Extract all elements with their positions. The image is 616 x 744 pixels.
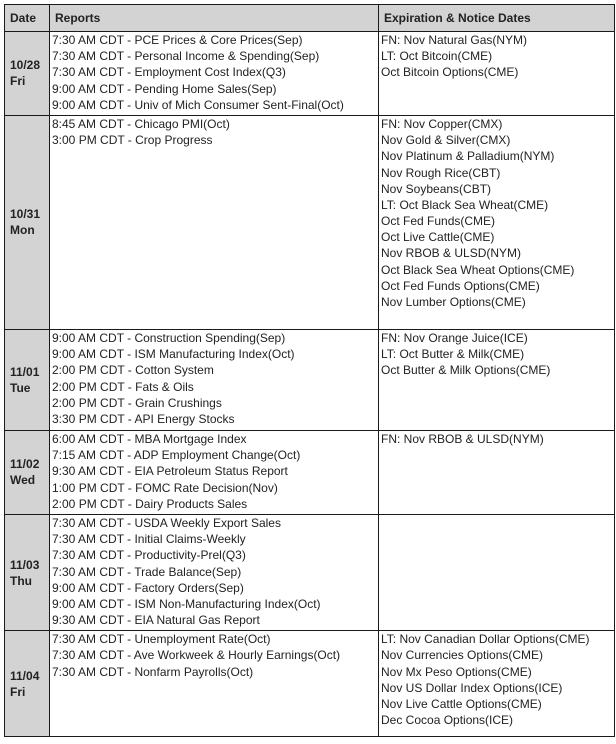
expiration-item: Nov Platinum & Palladium(NYM) [381,149,555,164]
reports-cell [50,631,379,737]
expirations-cell [379,631,615,737]
date-cell [5,631,50,737]
expiration-item: Oct Butter & Milk Options(CME) [381,363,551,378]
reports-cell [50,514,379,630]
date-cell [5,115,50,329]
expiration-item: FN: Nov Copper(CMX) [381,116,503,131]
calendar-frame [4,4,614,744]
report-item: 9:00 AM CDT - Univ of Mich Consumer Sent-Final(Oct) [52,97,344,112]
report-item: 9:30 AM CDT - EIA Natural Gas Report [52,613,260,628]
report-item: 7:15 AM CDT - ADP Employment Change(Oct) [52,448,301,463]
reports-cell [50,430,379,514]
day-value: Mon [10,223,35,238]
expiration-item: LT: Oct Black Sea Wheat(CME) [381,197,549,212]
date-value: 11/04 [10,668,40,683]
expirations-cell [379,115,615,329]
report-item: 2:00 PM CDT - Grain Crushings [52,395,222,410]
reports-cell [50,115,379,329]
date-cell [5,430,50,514]
expiration-item: Dec Cocoa Options(ICE) [381,713,514,728]
expiration-item: Oct Live Cattle(CME) [381,230,495,245]
report-item: 7:30 AM CDT - Productivity-Prel(Q3) [52,548,246,563]
expiration-item: Oct Black Sea Wheat Options(CME) [381,262,575,277]
report-item: 1:00 PM CDT - FOMC Rate Decision(Nov) [52,480,278,495]
date-value: 11/03 [10,557,40,572]
report-item: 6:00 AM CDT - MBA Mortgage Index [52,431,247,446]
reports-cell [50,329,379,430]
expiration-item: FN: Nov RBOB & ULSD(NYM) [381,431,544,446]
expiration-item: Nov RBOB & ULSD(NYM) [381,246,522,261]
table-row [5,329,615,430]
expiration-item: LT: Oct Bitcoin(CME) [381,49,493,64]
header-row [5,5,615,32]
report-item: 2:00 PM CDT - Dairy Products Sales [52,496,248,511]
report-item: 9:00 AM CDT - Pending Home Sales(Sep) [52,81,277,96]
expiration-item: Nov Rough Rice(CBT) [381,165,501,180]
report-item: 3:30 PM CDT - API Energy Stocks [52,411,235,426]
table-row [5,514,615,630]
expiration-item: Oct Fed Funds(CME) [381,214,496,229]
report-item: 2:00 PM CDT - Fats & Oils [52,379,194,394]
header-expiration: Expiration & Notice Dates [379,5,615,32]
report-item: 2:00 PM CDT - Cotton System [52,363,214,378]
report-item: 7:30 AM CDT - Personal Income & Spending(Sep) [52,49,320,64]
report-item: 7:30 AM CDT - Initial Claims-Weekly [52,532,246,547]
report-item: 8:45 AM CDT - Chicago PMI(Oct) [52,116,230,131]
date-value: 10/31 [10,207,41,222]
report-item: 7:30 AM CDT - Trade Balance(Sep) [52,564,242,579]
expiration-item: Nov Gold & Silver(CMX) [381,133,511,148]
date-cell [5,514,50,630]
day-value: Fri [10,684,26,699]
expiration-item: LT: Oct Butter & Milk(CME) [381,347,525,362]
header-reports: Reports [50,5,379,32]
expiration-item: Nov Soybeans(CBT) [381,181,492,196]
table-row [5,631,615,737]
report-item: 3:00 PM CDT - Crop Progress [52,133,213,148]
report-item: 7:30 AM CDT - Unemployment Rate(Oct) [52,632,271,647]
expiration-item: Nov Mx Peso Options(CME) [381,664,532,679]
expirations-cell [379,430,615,514]
date-value: 11/02 [10,457,40,472]
economic-calendar-table [4,4,615,737]
day-value: Wed [10,473,36,488]
expirations-cell [379,514,615,630]
report-item: 9:30 AM CDT - EIA Petroleum Status Report [52,464,288,479]
report-item: 9:00 AM CDT - Factory Orders(Sep) [52,580,244,595]
expiration-item: FN: Nov Orange Juice(ICE) [381,330,528,345]
date-value: 10/28 [10,58,41,73]
day-value: Fri [10,74,26,89]
expiration-item: Oct Bitcoin Options(CME) [381,65,519,80]
expirations-cell [379,329,615,430]
table-row [5,115,615,329]
report-item: 9:00 AM CDT - Construction Spending(Sep) [52,330,286,345]
calendar-body [5,32,615,737]
report-item: 9:00 AM CDT - ISM Manufacturing Index(Oct) [52,347,295,362]
table-row [5,430,615,514]
report-item: 7:30 AM CDT - Ave Workweek & Hourly Earnings(Oct) [52,648,341,663]
report-item: 9:00 AM CDT - ISM Non-Manufacturing Index(Oct) [52,596,321,611]
day-value: Thu [10,573,32,588]
day-value: Tue [10,380,31,395]
report-item: 7:30 AM CDT - PCE Prices & Core Prices(Sep) [52,33,303,47]
report-item: 7:30 AM CDT - Nonfarm Payrolls(Oct) [52,664,254,679]
report-item: 7:30 AM CDT - Employment Cost Index(Q3) [52,65,286,80]
reports-cell [50,32,379,116]
expiration-item: Nov US Dollar Index Options(ICE) [381,680,563,695]
date-cell [5,329,50,430]
expiration-item: FN: Nov Natural Gas(NYM) [381,33,528,47]
expiration-item: LT: Nov Canadian Dollar Options(CME) [381,632,590,647]
expiration-item: Nov Lumber Options(CME) [381,295,526,309]
header-date: Date [5,5,50,32]
date-value: 11/01 [10,364,40,379]
expiration-item: Oct Fed Funds Options(CME) [381,278,540,293]
expiration-item: Nov Currencies Options(CME) [381,648,544,663]
date-cell [5,32,50,116]
report-item: 7:30 AM CDT - USDA Weekly Export Sales [52,515,281,530]
expiration-item: Nov Live Cattle Options(CME) [381,697,542,711]
table-row [5,32,615,116]
expirations-cell [379,32,615,116]
